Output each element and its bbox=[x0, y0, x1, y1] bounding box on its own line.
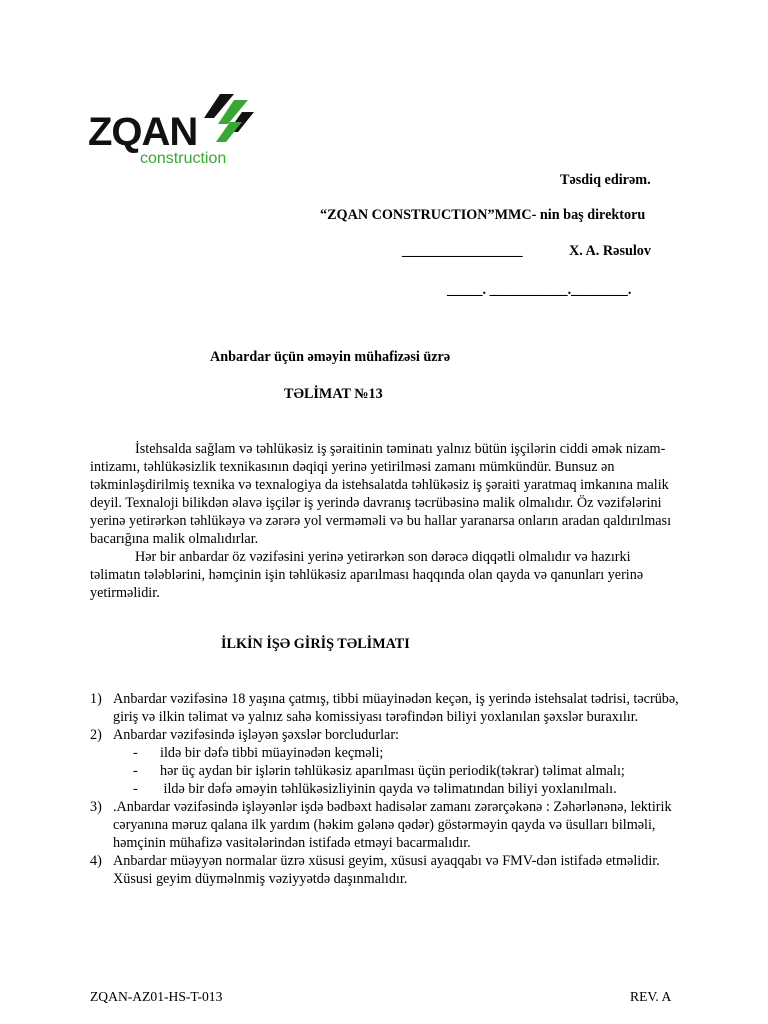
sub-list-item bbox=[90, 762, 690, 780]
company-logo bbox=[88, 92, 258, 172]
approval-line: Təsdiq edirəm. bbox=[560, 172, 651, 188]
sub-item-dash: - bbox=[133, 763, 138, 779]
list-item-number: 3) bbox=[90, 799, 102, 815]
document-code: ZQAN-AZ01-HS-T-013 bbox=[90, 989, 223, 1004]
intro-text bbox=[90, 440, 680, 602]
approval-director: “ZQAN CONSTRUCTION”MMC- nin baş direktoru bbox=[320, 207, 646, 223]
sub-list-item bbox=[90, 744, 690, 762]
intro-paragraph-1: İstehsalda sağlam və təhlükəsiz iş şəraitinin təminatı yalnız bütün işçilərin ciddi əmək nizam-intizamı, təhlükəsizlik texnikasının dəqiqi yerinə yetirilməsi zamanı mümkündür. Bunsuz ən təkminləşdirilmiş texnika və texnalogiya da istehsalatda təhlükəsiz iş şəraiti yaratmaq imkanına malik deyil. Texnaloji bilikdən əlavə işçilər iş yerində davranış təcrübəsinə malik olmalıdır. Öz vəzifələrini yerinə yetirərkən təhlükəyə və zərərə yol verməməli və bu hallar yaranarsa onların aradan qaldırılması bacarığına malik olmalıdırlar. bbox=[90, 441, 672, 547]
logo-mark-icon bbox=[204, 92, 254, 144]
logo-wordmark: ZQAN bbox=[88, 110, 198, 154]
logo-subtitle: construction bbox=[140, 150, 227, 167]
sub-item-dash: - bbox=[133, 745, 138, 761]
list-item-number: 1) bbox=[90, 691, 102, 707]
list-item-number: 2) bbox=[90, 727, 102, 743]
list-item bbox=[90, 798, 690, 852]
list-item-text: Anbardar vəzifəsinə 18 yaşına çatmış, tibbi müayinədən keçən, iş yerində istehsalat tədrisi, təcrübə, giriş və ilkin təlimat və yalnız sahə komissiyası tərəfindən biliyi yoxlanılan şəxslər buraxılır. bbox=[113, 691, 679, 725]
signer-name: X. A. Rəsulov bbox=[569, 243, 651, 259]
list-item-text: .Anbardar vəzifəsində işləyənlər işdə bədbəxt hadisələr zamanı zərərçəkənə : Zəhərlənənə, lektirik cəryanına məruz qalana ilk yardım (həkim gələnə qədər) göstərməyin qayda və üsulları bilməli, həmçinin mühafizə vasitələrindən istifadə etməyi bacarmalıdır. bbox=[113, 799, 672, 851]
sub-item-text: ildə bir dəfə tibbi müayinədən keçməli; bbox=[160, 745, 384, 761]
signature-blank: _________________ bbox=[402, 243, 523, 259]
sub-item-dash: - bbox=[133, 781, 138, 797]
sub-list-item bbox=[90, 780, 690, 798]
list-item bbox=[90, 690, 690, 726]
date-blank: _____. ___________.________. bbox=[447, 282, 632, 298]
list-item-number: 4) bbox=[90, 853, 102, 869]
list-item bbox=[90, 726, 690, 744]
list-item-text: Anbardar müəyyən normalar üzrə xüsusi geyim, xüsusi ayaqqabı və FMV-dən istifadə etməlidir. Xüsusi geyim düyməlnmiş vəziyyətdə daşınmalıdır. bbox=[113, 853, 660, 887]
document-subtitle: Anbardar üçün əməyin mühafizəsi üzrə bbox=[210, 349, 451, 365]
section-heading: İLKİN İŞƏ GİRİŞ TƏLİMATI bbox=[221, 636, 410, 652]
rules-list bbox=[90, 690, 690, 888]
revision-label: REV. A bbox=[630, 989, 672, 1004]
intro-paragraph-2: Hər bir anbardar öz vəzifəsini yerinə yetirərkən son dərəcə diqqətli olmalıdır və hazırki təlimatın tələblərini, həmçinin işin təhlükəsiz aparılması haqqında olan qayda və qanunları yerinə yetirməlidir. bbox=[90, 549, 644, 601]
sub-item-text: hər üç aydan bir işlərin təhlükəsiz aparılması üçün periodik(təkrar) təlimat almalı; bbox=[160, 763, 625, 779]
document-title: TƏLİMAT №13 bbox=[284, 386, 383, 402]
list-item bbox=[90, 852, 690, 888]
sub-item-text: ildə bir dəfə əməyin təhlükəsizliyinin qayda və təlimatından biliyi yoxlanılmalı. bbox=[160, 781, 617, 797]
list-item-text: Anbardar vəzifəsində işləyən şəxslər borcludurlar: bbox=[113, 727, 400, 743]
